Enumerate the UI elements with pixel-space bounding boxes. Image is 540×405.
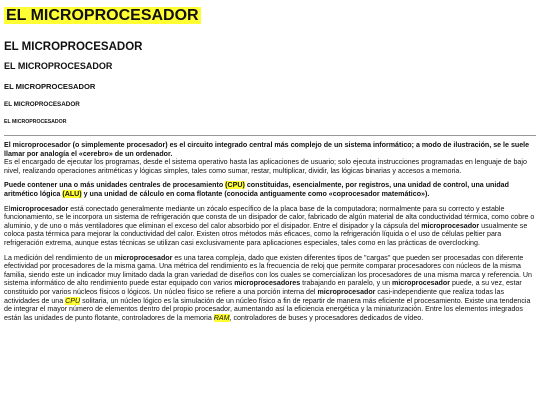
units-text bbox=[4, 181, 509, 198]
intro-text: Es el encargado de ejecutar los programas, desde el sistema operativo hasta las aplicaciones de usuario; solo ejecuta instrucciones programadas en lenguaje de bajo nivel, realizando operaciones aritméticas y lógicas simples, tales como sumar, restar, multiplicar, dividir, las lógicas binarias y accesos a memoria. bbox=[4, 158, 527, 175]
keyword-microprocesador: microprocesador bbox=[392, 279, 450, 288]
alu-highlight: (ALU) bbox=[62, 189, 82, 198]
heading-3: EL MICROPROCESADOR bbox=[4, 61, 113, 71]
intro-bold-sentence: El microprocesador (o simplemente procesador) es el circuito integrado central más complejo de un sistema informático; a modo de ilustración, se le suele llamar por analogía el «cerebro» de un ordenador. bbox=[4, 141, 530, 158]
heading-5: EL MICROPROCESADOR bbox=[4, 101, 80, 108]
performance-text-4: puede, a su vez, estar constituido por varios núcleos físicos o lógicos. Un núcleo físico se refiere a una porción interna del bbox=[4, 279, 522, 296]
intro-paragraph bbox=[4, 141, 536, 175]
divider bbox=[4, 135, 536, 136]
performance-text-2: es una tarea compleja, dado que existen diferentes tipos de "cargas" que pueden ser procesadas con diferente efectividad por procesadores de la misma gama. Una métrica del rendimiento es la frecuencia de reloj que permite comparar procesadores con núcleos de la misma familia, siendo este un indicador muy limitado dada la gran variedad de diseños con los cuales se comercializan los procesadores de una misma marca y referencia. Un sistema informático de alto rendimiento puede estar equipado con varios bbox=[4, 253, 532, 288]
cooling-text-2: está conectado generalmente mediante un zócalo específico de la placa base de la computadora; normalmente para su correcto y estable funcionamiento, se le incorpora un sistema de refrigeración que consta de un disipador de calor, fabricado de algún material de alta conductividad térmica, como cobre o aluminio, y de uno o más ventiladores que eliminan el exceso del calor absorbido por el disipador. Entre el disipador y la cápsula del bbox=[4, 204, 535, 230]
heading-6: EL MICROPROCESADOR bbox=[4, 119, 67, 125]
cooling-text-3: usualmente se coloca pasta térmica para mejorar la conductividad del calor. Existen otros métodos más eficaces, como la refrigeración líquida o el uso de células peltier para refrigeración extrema, aunque estas técnicas se utilizan casi exclusivamente para aplicaciones especiales, tales como en las prácticas de overclocking. bbox=[4, 221, 528, 247]
performance-text-5: casi-independiente que realiza todas las actividades de una bbox=[4, 287, 504, 305]
performance-text-6: solitaria, un núcleo lógico es la simulación de un núcleo físico a fin de repartir de manera más eficiente el procesamiento. Existe una tendencia de integrar el mayor número de elementos dentro del propio procesador, aumentando así la eficiencia energética y la miniaturización. Entre los elementos integrados están las unidades de punto flotante, controladores de la memoria bbox=[4, 296, 531, 322]
heading-4: EL MICROPROCESADOR bbox=[4, 82, 96, 91]
performance-text-1: La medición del rendimiento de un bbox=[4, 253, 115, 262]
keyword-microprocesador: microprocesador bbox=[10, 204, 69, 213]
units-text-c: y una unidad de cálculo en coma flotante (conocida antiguamente como «coprocesador matemático»). bbox=[81, 189, 430, 198]
performance-paragraph bbox=[4, 254, 536, 323]
keyword-microprocesador: microprocesador bbox=[114, 253, 173, 262]
document bbox=[4, 6, 536, 328]
units-text-a: Puede contener una o más unidades centrales de procesamiento bbox=[4, 181, 226, 190]
ram-italic-highlight: RAM bbox=[213, 313, 230, 322]
performance-text-7: , controladores de buses y procesadores dedicados de vídeo. bbox=[229, 313, 424, 322]
heading-1-text: EL MICROPROCESADOR bbox=[6, 7, 199, 24]
units-text-b: constituidas, esencialmente, por registros, una unidad de control, una unidad aritmético lógica bbox=[4, 181, 509, 198]
cooling-paragraph bbox=[4, 205, 536, 248]
cpu-italic-highlight: CPU bbox=[65, 296, 81, 305]
performance-text-3: trabajando en paralelo, y un bbox=[300, 279, 393, 288]
heading-1 bbox=[4, 6, 536, 26]
units-paragraph bbox=[4, 181, 536, 198]
heading-2: EL MICROPROCESADOR bbox=[4, 41, 143, 53]
cooling-text-1: El bbox=[4, 204, 11, 213]
keyword-microprocesadores: microprocesadores bbox=[234, 279, 301, 288]
keyword-microprocesador: microprocesador bbox=[317, 287, 376, 296]
cpu-highlight: (CPU) bbox=[225, 181, 245, 190]
keyword-microprocesador: microprocesador bbox=[421, 221, 480, 230]
